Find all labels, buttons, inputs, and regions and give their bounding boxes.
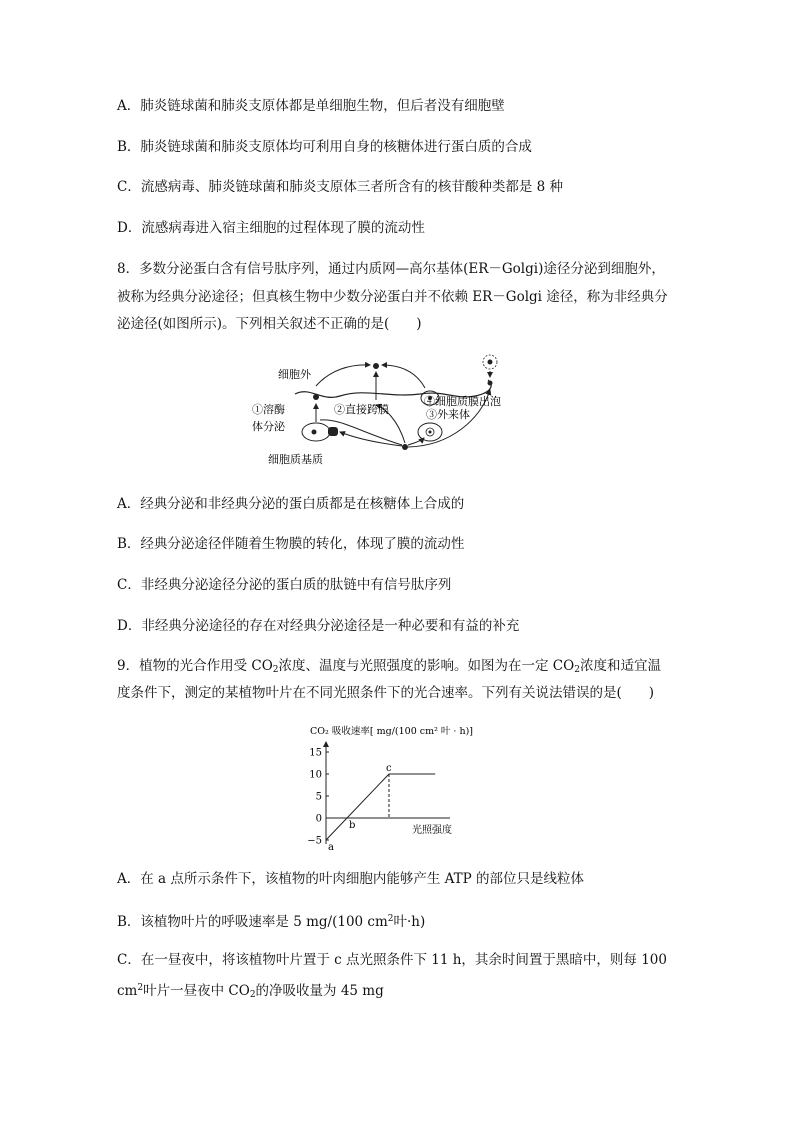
cytosolic-protein [402, 444, 408, 450]
y-tick-label: 10 [309, 769, 322, 781]
q7-option-c: C．流感病毒、肺炎链球菌和肺炎支原体三者所含有的核苷酸种类都是 8 种 [117, 179, 564, 195]
q8-stem-line-2: 被称为经典分泌途径；但真核生物中少数分泌蛋白并不依赖 ER－Golgi 途径，称为非经典分 [117, 289, 668, 305]
path4-label: ④细胞质膜出泡 [424, 395, 501, 408]
q9-option-c-line-2: $cm^2$叶片一昼夜中 $CO_2$的净吸收量为 45 mg [117, 983, 384, 1000]
q7-option-a: A．肺炎链球菌和肺炎支原体都是单细胞生物，但后者没有细胞壁 [117, 98, 505, 114]
y-tick-label: 5 [315, 791, 322, 803]
path2-label: ②直接跨膜 [334, 403, 389, 416]
q9-option-c-line-1: C．在一昼夜中，将该植物叶片置于 c 点光照条件下 11 h，其余时间置于黑暗中，则每 100 [117, 952, 667, 968]
q9-stem-line-1: 9．植物的光合作用受 $CO_2$浓度、温度与光照强度的影响。如图为在一定 $CO_2$浓度和适宜温 [117, 658, 661, 675]
membrane-transporter [328, 427, 338, 436]
secretion-pathway-diagram [250, 350, 530, 475]
co2-absorption-chart [300, 722, 500, 850]
secreted-protein-top [373, 363, 379, 369]
chart-axes [307, 742, 452, 847]
chart-ylabel: CO₂ 吸收速率[ mg/(100 cm² 叶 · h)] [310, 726, 474, 737]
q9-option-a: A．在 a 点所示条件下，该植物的叶肉细胞内能够产生 ATP 的部位只是线粒体 [117, 871, 585, 887]
chart-marks [326, 763, 435, 850]
path3-label: ③外来体 [426, 408, 470, 421]
point-label-c: c [386, 763, 392, 774]
point-label-a: a [328, 842, 334, 850]
outside-label: 细胞外 [278, 368, 311, 381]
q8-option-c: C．非经典分泌途径分泌的蛋白质的肽链中有信号肽序列 [117, 577, 452, 593]
point-label-b: b [349, 820, 356, 831]
path1-label-2: 体分泌 [252, 420, 285, 433]
rate-line-rising [326, 774, 389, 840]
q8-option-a: A．经典分泌和非经典分泌的蛋白质都是在核糖体上合成的 [117, 496, 465, 512]
q8-stem-line-1: 8．多数分泌蛋白含有信号肽序列，通过内质网—高尔基体(ER－Golgi)途径分泌到细胞外， [117, 261, 665, 277]
q8-option-d: D．非经典分泌途径的存在对经典分泌途径是一种必要和有益的补充 [117, 618, 520, 634]
x-axis-label: 光照强度 [412, 825, 452, 836]
q9-stem-line-2: 度条件下，测定的某植物叶片在不同光照条件下的光合速率。下列有关说法错误的是( ) [117, 685, 655, 701]
y-tick-label: −5 [307, 835, 322, 847]
q8-option-b: B．经典分泌途径伴随着生物膜的转化，体现了膜的流动性 [117, 536, 465, 552]
y-tick-label: 0 [315, 813, 322, 825]
matrix-label: 细胞质基质 [268, 453, 323, 466]
q9-option-b: B．该植物叶片的呼吸速率是 5 mg/(100 $cm^2$叶·h) [117, 914, 426, 930]
q7-option-b: B．肺炎链球菌和肺炎支原体均可利用自身的核糖体进行蛋白质的合成 [117, 139, 532, 155]
q8-stem-line-3: 泌途径(如图所示)。下列相关叙述不正确的是( ) [117, 316, 422, 332]
lysosome-vesicle-out [313, 394, 319, 400]
y-tick-label: 15 [309, 747, 322, 759]
path1-label-1: ①溶酶 [252, 403, 285, 416]
q7-option-d: D．流感病毒进入宿主细胞的过程体现了膜的流动性 [117, 220, 425, 236]
